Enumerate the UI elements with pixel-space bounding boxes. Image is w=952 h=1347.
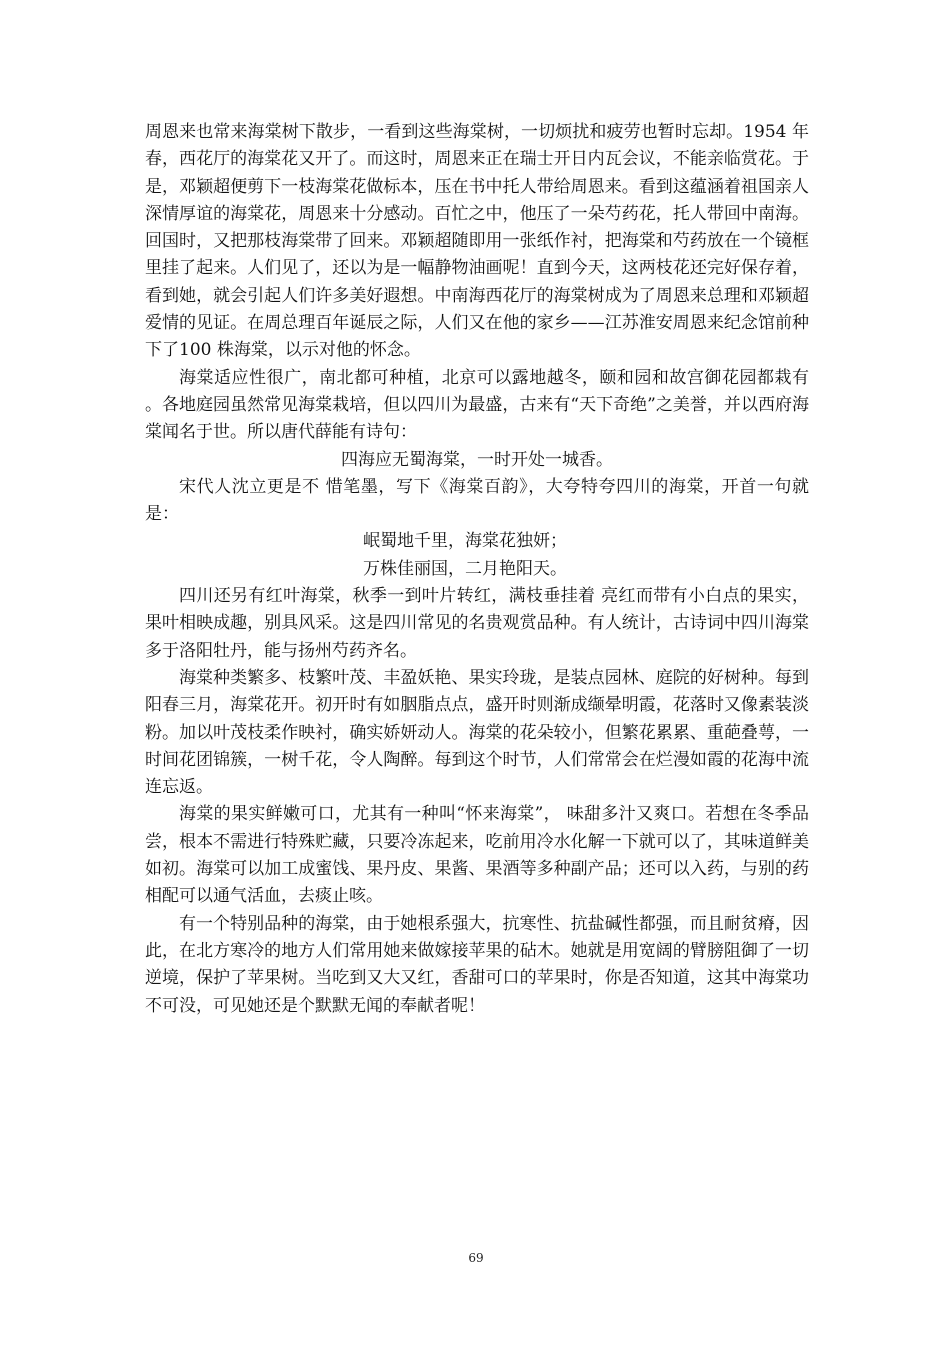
body-text bbox=[145, 119, 809, 1020]
paragraph: 周恩来也常来海棠树下散步，一看到这些海棠树，一切烦扰和疲劳也暂时忘却。1954 年春，西花厅的海棠花又开了。而这时，周恩来正在瑞士开日内瓦会议，不能亲临赏花。于是，邓颖超便剪下一枝海棠花做标本，压在书中托人带给周恩来。看到这蕴涵着祖国亲人深情厚谊的海棠花，周恩来十分感动。百忙之中，他压了一朵芍药花，托人带回中南海。回国时，又把那枝海棠带了回来。邓颖超随即用一张纸作衬，把海棠和芍药放在一个镜框里挂了起来。人们见了，还以为是一幅静物油画呢！直到今天，这两枝花还完好保存着，看到她，就会引起人们许多美好遐想。中南海西花厅的海棠树成为了周恩来总理和邓颖超爱情的见证。在周总理百年诞辰之际，人们又在他的家乡——江苏淮安周恩来纪念馆前种下了100 株海棠，以示对他的怀念。 bbox=[145, 122, 809, 361]
paragraph: 宋代人沈立更是不 惜笔墨，写下《海棠百韵》，大夸特夸四川的海棠，开首一句就是： bbox=[145, 476, 809, 525]
paragraph: 海棠种类繁多、枝繁叶茂、丰盈妖艳、果实玲珑，是装点园林、庭院的好树种。每到阳春三月，海棠花开。初开时有如胭脂点点，盛开时则渐成缬晕明霞，花落时又像素装淡粉。加以叶茂枝柔作映衬，确实娇妍动人。海棠的花朵较小，但繁花累累、重葩叠萼，一时间花团锦簇，一树千花，令人陶醉。每到这个时节，人们常常会在烂漫如霞的花海中流连忘返。 bbox=[145, 667, 809, 798]
page-number: 69 bbox=[468, 1251, 484, 1265]
poem-line: 万株佳丽国，二月艳阳天。 bbox=[363, 558, 567, 579]
paragraph: 四川还另有红叶海棠，秋季一到叶片转红，满枝垂挂着 亮红而带有小白点的果实，果叶相映成趣，别具风采。这是四川常见的名贵观赏品种。有人统计，古诗词中四川海棠多于洛阳牡丹，能与扬州芍药齐名。 bbox=[145, 586, 809, 661]
paragraph: 有一个特别品种的海棠，由于她根系强大，抗寒性、抗盐碱性都强，而且耐贫瘠，因此，在北方寒冷的地方人们常用她来做嫁接苹果的砧木。她就是用宽阔的臂膀阻御了一切逆境，保护了苹果树。当吃到又大又红，香甜可口的苹果时，你是否知道，这其中海棠功不可没，可见她还是个默默无闻的奉献者呢！ bbox=[145, 913, 809, 1016]
paragraph: 海棠的果实鲜嫩可口，尤其有一种叫“怀来海棠”， 味甜多汁又爽口。若想在冬季品尝，根本不需进行特殊贮藏，只要冷冻起来，吃前用冷水化解一下就可以了，其味道鲜美如初。海棠可以加工成蜜饯、果丹皮、果酱、果酒等多种副产品；还可以入药，与别的药相配可以通气活血，去痰止咳。 bbox=[145, 804, 809, 907]
paragraph: 海棠适应性很广，南北都可种植，北京可以露地越冬，颐和园和故宫御花园都栽有 。各地庭园虽然常见海棠栽培，但以四川为最盛，古来有“天下奇绝”之美誉，并以西府海 棠闻名于世。所以唐代薛能有诗句： bbox=[145, 367, 809, 443]
poem-line: 岷蜀地千里，海棠花独妍； bbox=[363, 531, 567, 552]
poem-line: 四海应无蜀海棠，一时开处一城香。 bbox=[341, 449, 613, 470]
